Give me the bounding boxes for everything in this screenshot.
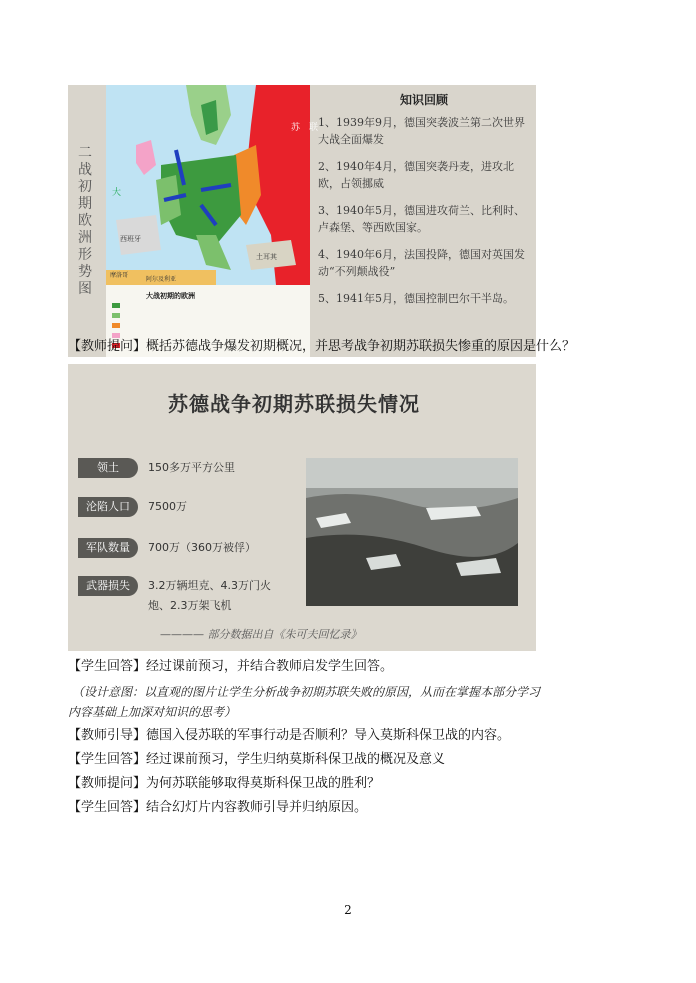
slide2-title: 苏德战争初期苏联损失情况 [168, 392, 420, 416]
europe-map-figure [106, 85, 319, 285]
knowledge-point: 2、1940年4月，德国突袭丹麦，进攻北欧，占领挪威 [318, 160, 514, 190]
knowledge-heading: 知识回顾 [399, 93, 448, 107]
europe-map [106, 85, 319, 357]
stat-label: 军队数量 [78, 538, 138, 558]
stat-value: 7500万 [148, 500, 187, 513]
page-number: 2 [344, 903, 352, 917]
map-label-spain: 西班牙 [120, 235, 141, 243]
teacher-question-1: 【教师提问】概括苏德战争爆发初期概况，并思考战争初期苏联损失惨重的原因是什么？ [68, 339, 576, 354]
stat-row-population [78, 497, 298, 519]
stat-value: 700万（360万被俘） [148, 541, 256, 554]
student-answer-2: 【学生回答】经过课前预习，学生归纳莫斯科保卫战的概况及意义 [68, 752, 446, 767]
slide-soviet-losses [68, 364, 536, 651]
student-answer-3: 【学生回答】结合幻灯片内容教师引导并归纳原因。 [68, 800, 368, 815]
teacher-guide: 【教师引导】德国入侵苏联的军事行动是否顺利？导入莫斯科保卫战的内容。 [68, 728, 511, 743]
knowledge-point: 1、1939年9月，德国突袭波兰第二次世界大战全面爆发 [318, 116, 525, 146]
stat-row-territory [78, 458, 298, 480]
map-label-morocco: 摩洛哥 [110, 272, 129, 279]
map-label-ussr: 苏 联 [291, 123, 319, 133]
map-label-sea: 大 [112, 188, 122, 198]
knowledge-point: 5、1941年5月，德国控制巴尔干半岛。 [318, 292, 514, 305]
stat-row-weapons [78, 576, 298, 612]
slide-side-title: 二战初期欧洲形势图 [78, 145, 92, 297]
knowledge-review [318, 91, 530, 317]
knowledge-point: 4、1940年6月，法国投降，德国对英国发动“不列颠战役” [318, 248, 525, 278]
legend-row [112, 303, 182, 311]
map-label-turkey: 土耳其 [256, 253, 277, 261]
stat-label: 领土 [78, 458, 138, 478]
stat-value: 3.2万辆坦克、4.3万门火炮、2.3万架飞机 [148, 579, 271, 612]
design-intent-line-2: 内容基础上加深对知识的思考） [68, 705, 237, 719]
slide-europe-situation [68, 85, 536, 357]
battlefield-photo [306, 458, 518, 606]
stat-row-army [78, 538, 298, 560]
design-intent-line-1: （设计意图：以直观的图片让学生分析战争初期苏联失败的原因，从而在掌握本部分学习 [72, 685, 541, 699]
map-label-algeria: 阿尔及利亚 [146, 276, 177, 283]
legend-row [112, 323, 182, 331]
legend-row [112, 313, 182, 321]
teacher-question-2: 【教师提问】为何苏联能够取得莫斯科保卫战的胜利？ [68, 776, 381, 791]
stat-value: 150多万平方公里 [148, 461, 235, 474]
map-legend-title: 大战初期的欧洲 [146, 292, 195, 300]
student-answer-1: 【学生回答】经过课前预习，并结合教师启发学生回答。 [68, 659, 394, 674]
data-source-note: ———— 部分数据出自《朱可夫回忆录》 [160, 628, 362, 641]
knowledge-point: 3、1940年5月，德国进攻荷兰、比利时、卢森堡、等西欧国家。 [318, 204, 525, 234]
stat-label: 沦陷人口 [78, 497, 138, 517]
stat-label: 武器损失 [78, 576, 138, 596]
